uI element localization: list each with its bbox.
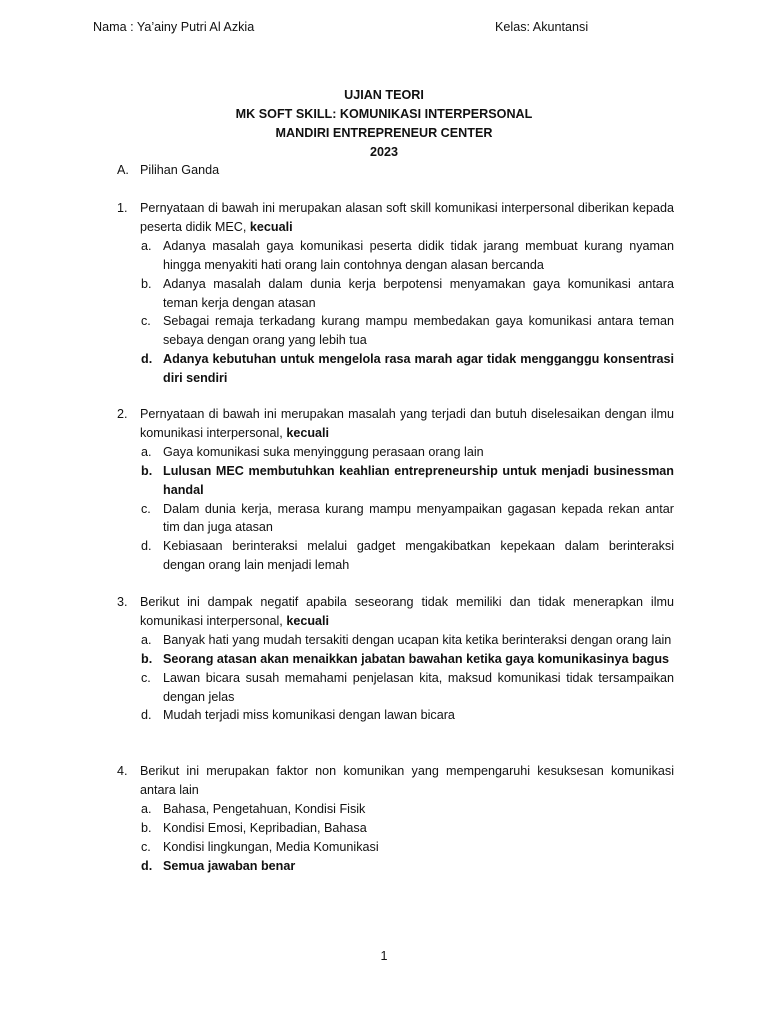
option-d: [117, 706, 674, 725]
option-letter: a.: [141, 632, 152, 647]
question-text: Pernyataan di bawah ini merupakan alasan soft skill komunikasi interpersonal diberikan kepada peserta didik MEC,: [140, 201, 674, 234]
option-letter: c.: [141, 501, 151, 516]
option-letter: b.: [141, 276, 152, 291]
option-letter: b.: [141, 463, 153, 478]
option-text: Adanya masalah gaya komunikasi peserta didik tidak jarang membuat kurang nyaman hingga menyakiti hati orang lain contohnya dengan alasan bercanda: [163, 238, 674, 272]
option-c: [117, 500, 674, 538]
option-b: [117, 275, 674, 313]
option-d: [117, 350, 674, 388]
option-a: [117, 443, 674, 462]
question-stem: [117, 199, 674, 237]
question-number: 3.: [117, 595, 128, 609]
section-heading: [117, 161, 219, 180]
student-class: Kelas: Akuntansi: [495, 20, 589, 34]
title-line-3: MANDIRI ENTREPRENEUR CENTER: [275, 126, 493, 140]
option-text: Adanya masalah dalam dunia kerja berpotensi menyamakan gaya komunikasi antara teman kerja dengan atasan: [163, 276, 674, 310]
option-letter: c.: [141, 670, 151, 685]
option-b: [117, 462, 674, 500]
exam-title: [0, 86, 768, 162]
option-letter: c.: [141, 314, 151, 329]
question-number: 1.: [117, 201, 128, 215]
option-text: Bahasa, Pengetahuan, Kondisi Fisik: [163, 801, 366, 816]
question-keyword: kecuali: [286, 425, 330, 440]
option-text: Kondisi lingkungan, Media Komunikasi: [163, 839, 379, 854]
section-label: Pilihan Ganda: [140, 163, 220, 177]
option-text: Lawan bicara susah memahami penjelasan kita, maksud komunikasi tidak tersampaikan dengan jelas: [163, 670, 674, 704]
question-text: Berikut ini dampak negatif apabila seseorang tidak memiliki dan tidak menerapkan ilmu komunikasi interpersonal,: [140, 595, 674, 628]
option-d: [117, 537, 674, 575]
title-line-1: UJIAN TEORI: [344, 88, 424, 102]
option-text: Kondisi Emosi, Kepribadian, Bahasa: [163, 820, 367, 835]
option-letter: d.: [141, 352, 153, 367]
option-c: [117, 838, 674, 857]
option-letter: a.: [141, 238, 152, 253]
option-letter: a.: [141, 444, 152, 459]
option-letter: a.: [141, 801, 152, 816]
option-text: Mudah terjadi miss komunikasi dengan lawan bicara: [163, 708, 455, 723]
question-keyword: kecuali: [286, 613, 330, 628]
option-text: Adanya kebutuhan untuk mengelola rasa marah agar tidak mengganggu konsentrasi diri sendiri: [163, 352, 674, 386]
question-number: 2.: [117, 407, 128, 421]
question-stem: [117, 405, 674, 443]
option-b: [117, 819, 674, 838]
section-letter: A.: [117, 163, 129, 177]
option-c: [117, 669, 674, 707]
option-text: Semua jawaban benar: [163, 858, 296, 873]
option-text: Sebagai remaja terkadang kurang mampu membedakan gaya komunikasi antara teman sebaya dengan orang yang lebih tua: [163, 314, 674, 348]
option-text: Dalam dunia kerja, merasa kurang mampu menyampaikan gagasan kepada rekan antar tim dan juga atasan: [163, 501, 674, 535]
question-4: [117, 762, 674, 875]
title-line-4: 2023: [369, 145, 399, 159]
option-text: Lulusan MEC membutuhkan keahlian entrepreneurship untuk menjadi businessman handal: [163, 463, 674, 497]
title-line-2: MK SOFT SKILL: KOMUNIKASI INTERPERSONAL: [235, 107, 533, 121]
question-3: [117, 593, 674, 725]
question-number: 4.: [117, 764, 128, 778]
option-a: [117, 237, 674, 275]
page-number: 1: [380, 949, 388, 963]
option-text: Kebiasaan berinteraksi melalui gadget mengakibatkan kepekaan dalam berinteraksi dengan orang lain menjadi lemah: [163, 539, 674, 573]
option-text: Banyak hati yang mudah tersakiti dengan ucapan kita ketika berinteraksi dengan orang lain: [163, 632, 672, 647]
option-a: [117, 800, 674, 819]
question-stem: [117, 762, 674, 800]
option-letter: b.: [141, 820, 152, 835]
option-letter: d.: [141, 539, 152, 554]
option-b: [117, 650, 674, 669]
option-a: [117, 631, 674, 650]
question-keyword: kecuali: [249, 219, 293, 234]
student-name: Nama : Ya’ainy Putri Al Azkia: [93, 20, 255, 34]
option-letter: d.: [141, 708, 152, 723]
question-stem: [117, 593, 674, 631]
question-1: [117, 199, 674, 388]
option-c: [117, 312, 674, 350]
question-text: Berikut ini merupakan faktor non komunikan yang mempengaruhi kesuksesan komunikasi antara lain: [140, 764, 674, 797]
option-letter: c.: [141, 839, 151, 854]
option-text: Seorang atasan akan menaikkan jabatan bawahan ketika gaya komunikasinya bagus: [163, 651, 670, 666]
option-text: Gaya komunikasi suka menyinggung perasaan orang lain: [163, 444, 484, 459]
question-2: [117, 405, 674, 575]
option-letter: d.: [141, 858, 153, 873]
option-d: [117, 857, 674, 876]
question-text: Pernyataan di bawah ini merupakan masalah yang terjadi dan butuh diselesaikan dengan ilmu komunikasi interpersonal,: [140, 407, 674, 440]
option-letter: b.: [141, 651, 153, 666]
